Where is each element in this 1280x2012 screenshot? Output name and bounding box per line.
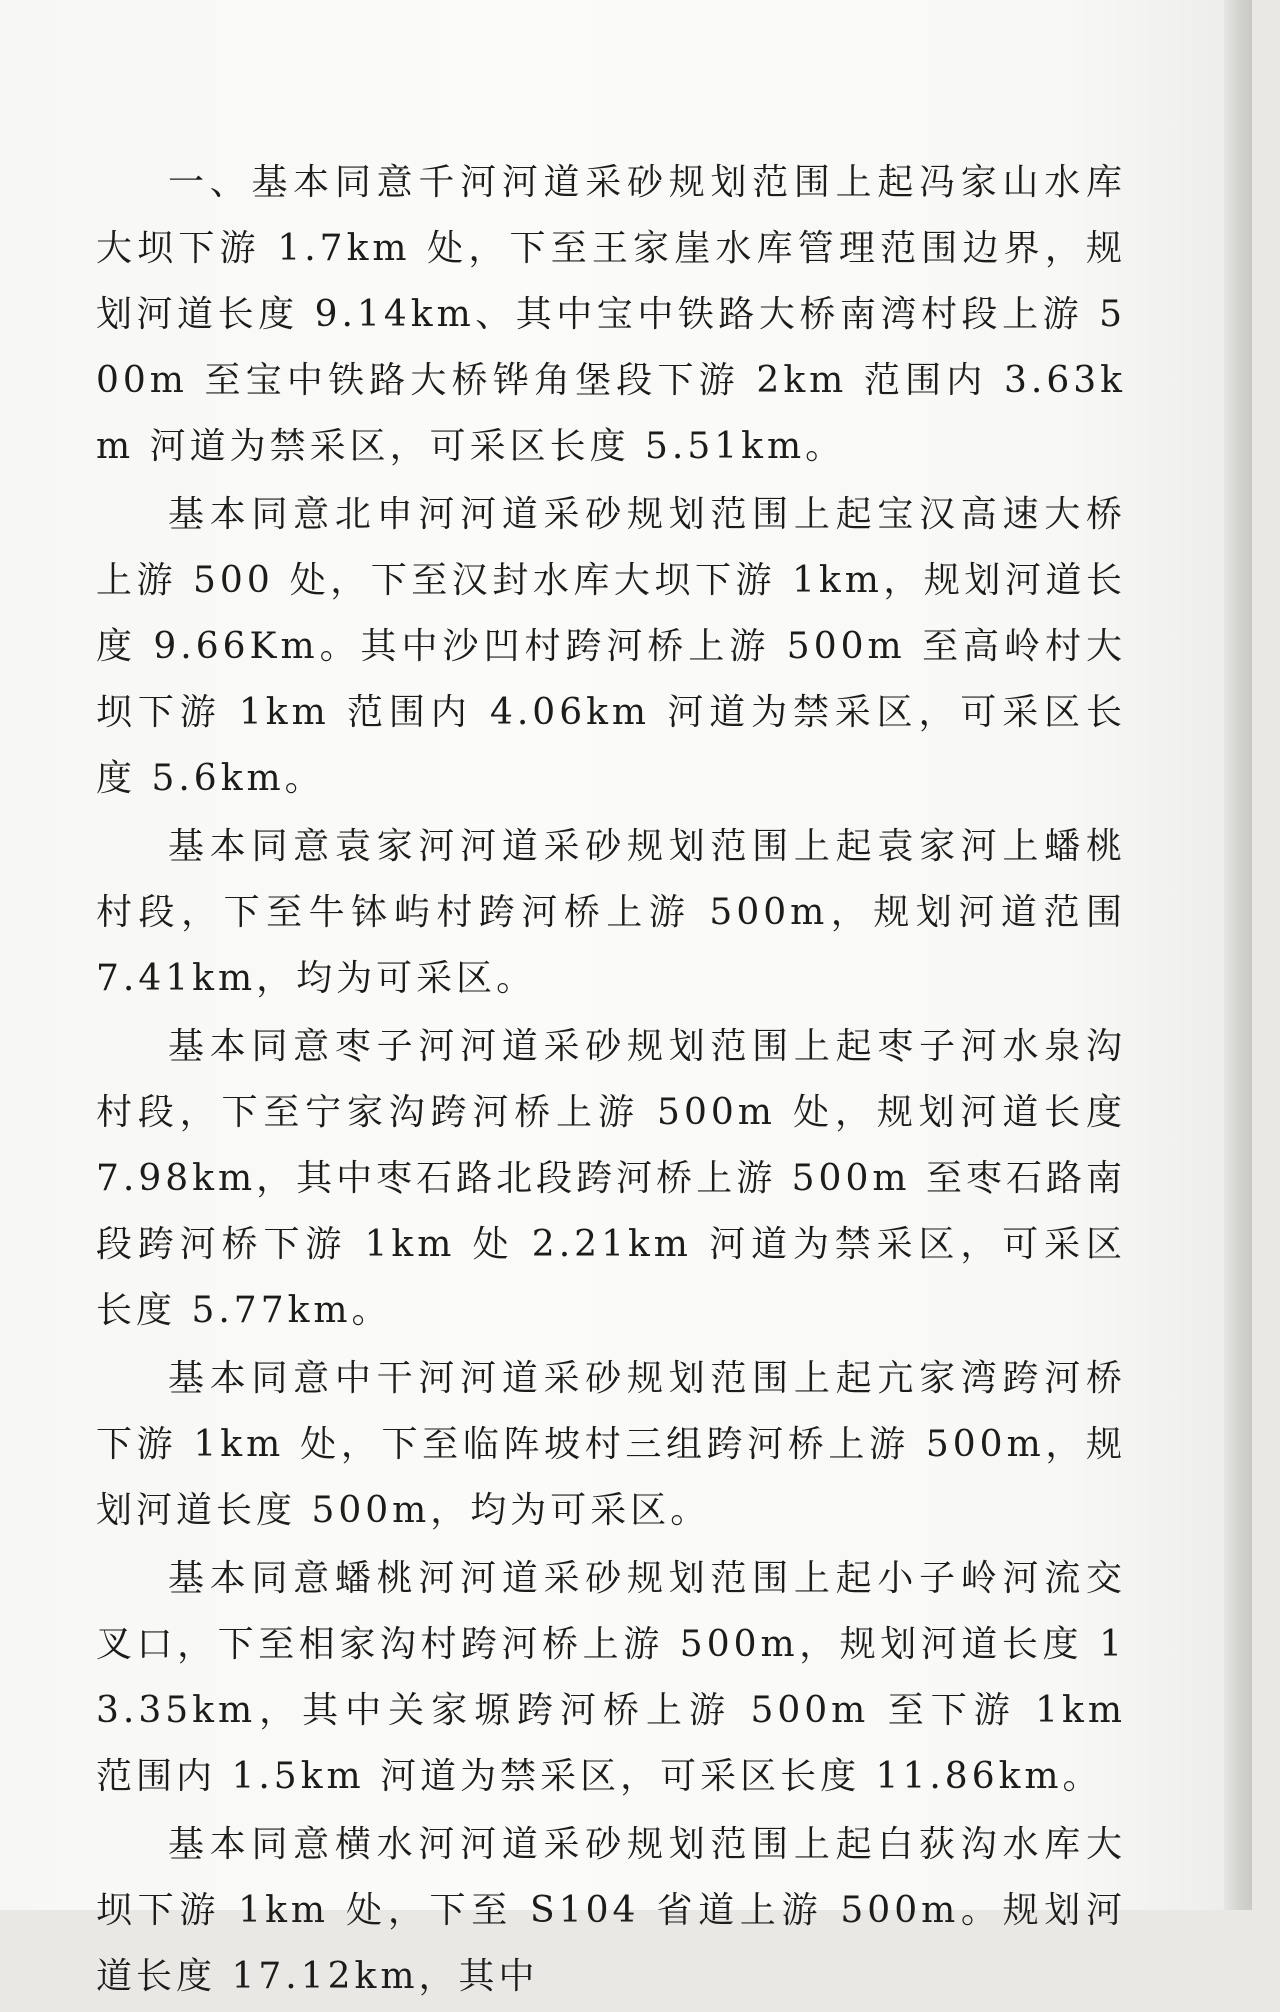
paragraph-zhongganhe: 基本同意中干河河道采砂规划范围上起亢家湾跨河桥下游 1km 处，下至临阵坡村三组跨河桥上游 500m，规划河道长度 500m，均为可采区。 [96,1358,1126,1531]
paragraph-pantaohe: 基本同意蟠桃河河道采砂规划范围上起小子岭河流交叉口，下至相家沟村跨河桥上游 500m，规划河道长度 13.35km，其中关家塬跨河桥上游 500m 至下游 1km 范围内 1.5km 河道为禁采区，可采区长度 11.86km。 [96,1558,1126,1797]
paragraph-hengshuihe: 基本同意横水河河道采砂规划范围上起白荻沟水库大坝下游 1km 处，下至 S104 省道上游 500m。规划河道长度 17.12km，其中 [96,1824,1126,1997]
page-edge-shadow [1224,0,1252,1910]
paragraph-zaozihe: 基本同意枣子河河道采砂规划范围上起枣子河水泉沟村段，下至宁家沟跨河桥上游 500m 处，规划河道长度 7.98km，其中枣石路北段跨河桥上游 500m 至枣石路南段跨河桥下游 1km 处 2.21km 河道为禁采区，可采区长度 5.77km。 [96,1026,1126,1331]
document-body [96,150,1126,2012]
paragraph-beishenhe: 基本同意北申河河道采砂规划范围上起宝汉高速大桥上游 500 处，下至汉封水库大坝下游 1km，规划河道长度 9.66Km。其中沙凹村跨河桥上游 500m 至高岭村大坝下游 1km 范围内 4.06km 河道为禁采区，可采区长度 5.6km。 [96,494,1126,799]
paragraph-yuanjiahe: 基本同意袁家河河道采砂规划范围上起袁家河上蟠桃村段，下至牛钵屿村跨河桥上游 500m，规划河道范围 7.41km，均为可采区。 [96,826,1126,999]
paragraph-qianhe: 一、基本同意千河河道采砂规划范围上起冯家山水库大坝下游 1.7km 处，下至王家崖水库管理范围边界，规划河道长度 9.14km、其中宝中铁路大桥南湾村段上游 500m 至宝中铁路大桥铧角堡段下游 2km 范围内 3.63km 河道为禁采区，可采区长度 5.51km。 [96,162,1126,467]
